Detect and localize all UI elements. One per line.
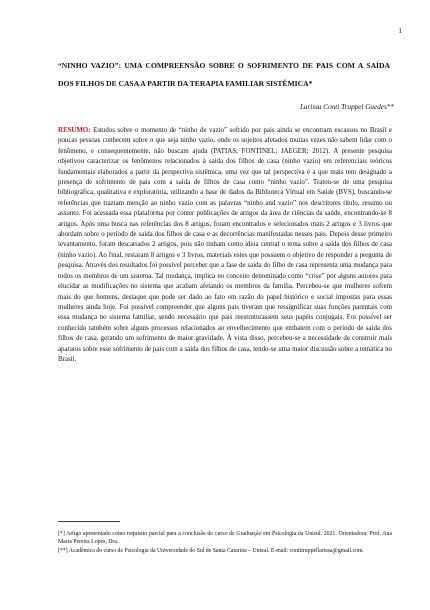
page-number: 1: [398, 26, 402, 35]
footnote-2: [**] Acadêmica do curso de Psicologia da Universidade do Sul de Santa Catarina – Unisul. E-mail: contitruppellarissa@gmail.com.: [58, 547, 364, 554]
abstract-label: RESUMO:: [58, 127, 91, 134]
paper-title: “NINHO VAZIO”: UMA COMPREENSÃO SOBRE O SOFRIMENTO DE PAIS COM A SAÍDA DOS FILHOS DE CASA A PARTIR DA TERAPIA FAMILIAR SISTÊMICA*: [58, 61, 390, 88]
footnotes: [58, 530, 392, 555]
abstract: [58, 126, 392, 365]
abstract-text: Estudos sobre o momento de “ninho de vazio” sofrido por pais ainda se encontram escassos no Brasil e poucas pessoas conhecem sobre o que seja ninho vazio, onde os sujeitos afetados muitas vezes não sabem lidar com o fenômeno, e consequentemente, não buscam ajuda (PATIAS; FONTINEL; JAEGER; 2012). A presente pesquisa objetivou caracterizar os fenômenos relacionados à saída dos filhos de casa (ninho vazio) em referenciais teóricos fundamentais elaborados a partir da perspectiva sistêmica, uma vez que tal perspectiva é a que mais tem designado a presença de sofrimento de pais com a saída de filhos de casa como “ninho vazio”. Tratou-se de uma pesquisa bibliográfica, qualitativa e exploratória, utilizando a base de dados da Biblioteca Virtual em Saúde (BVS), buscando-se referências que traziam menção ao ninho vazio com as palavras “ninho and vazio” nos descritores título, resumo ou assunto. Foi acessada essa plataforma por conter publicações de artigos da área de ciências da saúde, encontrando-se 8 artigos. Após uma busca nas referências dos 8 artigos, foram encontrados e selecionados mais 2 artigos e 3 livros que abordam sobre o período de saída dos filhos de casa e as decorrências manifestadas nesses pais. Depois desse primeiro levantamento, foram descartados 2 artigos, pois não tinham como ideia central o tema sobre a saída dos filhos de casa (ninho vazio). Ao final, restaram 8 artigos e 3 livros, materiais estes que possuem o objetivo de responder a pergunta de pesquisa. Através dos resultados foi possível perceber que a fase de saída do filho de casa representa uma mudança para todos os membros de um sistema. Tal mudança, implica no conceito denominado como “crise” por alguns autores para elucidar as modificações no sistema que acabam afetando os membros da família. Percebeu-se que mulheres sofrem mais do que homens, destaque que pode ser dado ao fato em razão do papel histórico e social impostas para essas mulheres ainda hoje. Foi possível compreender que alguns pais tiveram que ressignificar suas funções parentais com essa mudança no sistema familiar, sendo necessário que pais reestruturassem seus papéis conjugais. Foi possível ser conhecido também sobre alguns processos relacionados ao envelhecimento que embatem com o período de saída dos filhos de casa, gerando um sofrimento de maior gravidade. À vista disso, percebeu-se a necessidade de construir mais aparatos sobre esse sofrimento de pais com a saída dos filhos de casa, tendo-se uma maior discussão sobre a temática no Brasil.: [58, 127, 392, 363]
footnote-separator: [58, 521, 120, 522]
footnote-1: [*] Artigo apresentado como requisito parcial para a conclusão do curso de Graduação em Psicologia da Unisul. 2021. Orientadora: Prof. Ana Maria Pereira Lopes, Dra.: [58, 531, 392, 546]
author-name: Larissa Conti Truppel Guedes**: [299, 103, 394, 111]
